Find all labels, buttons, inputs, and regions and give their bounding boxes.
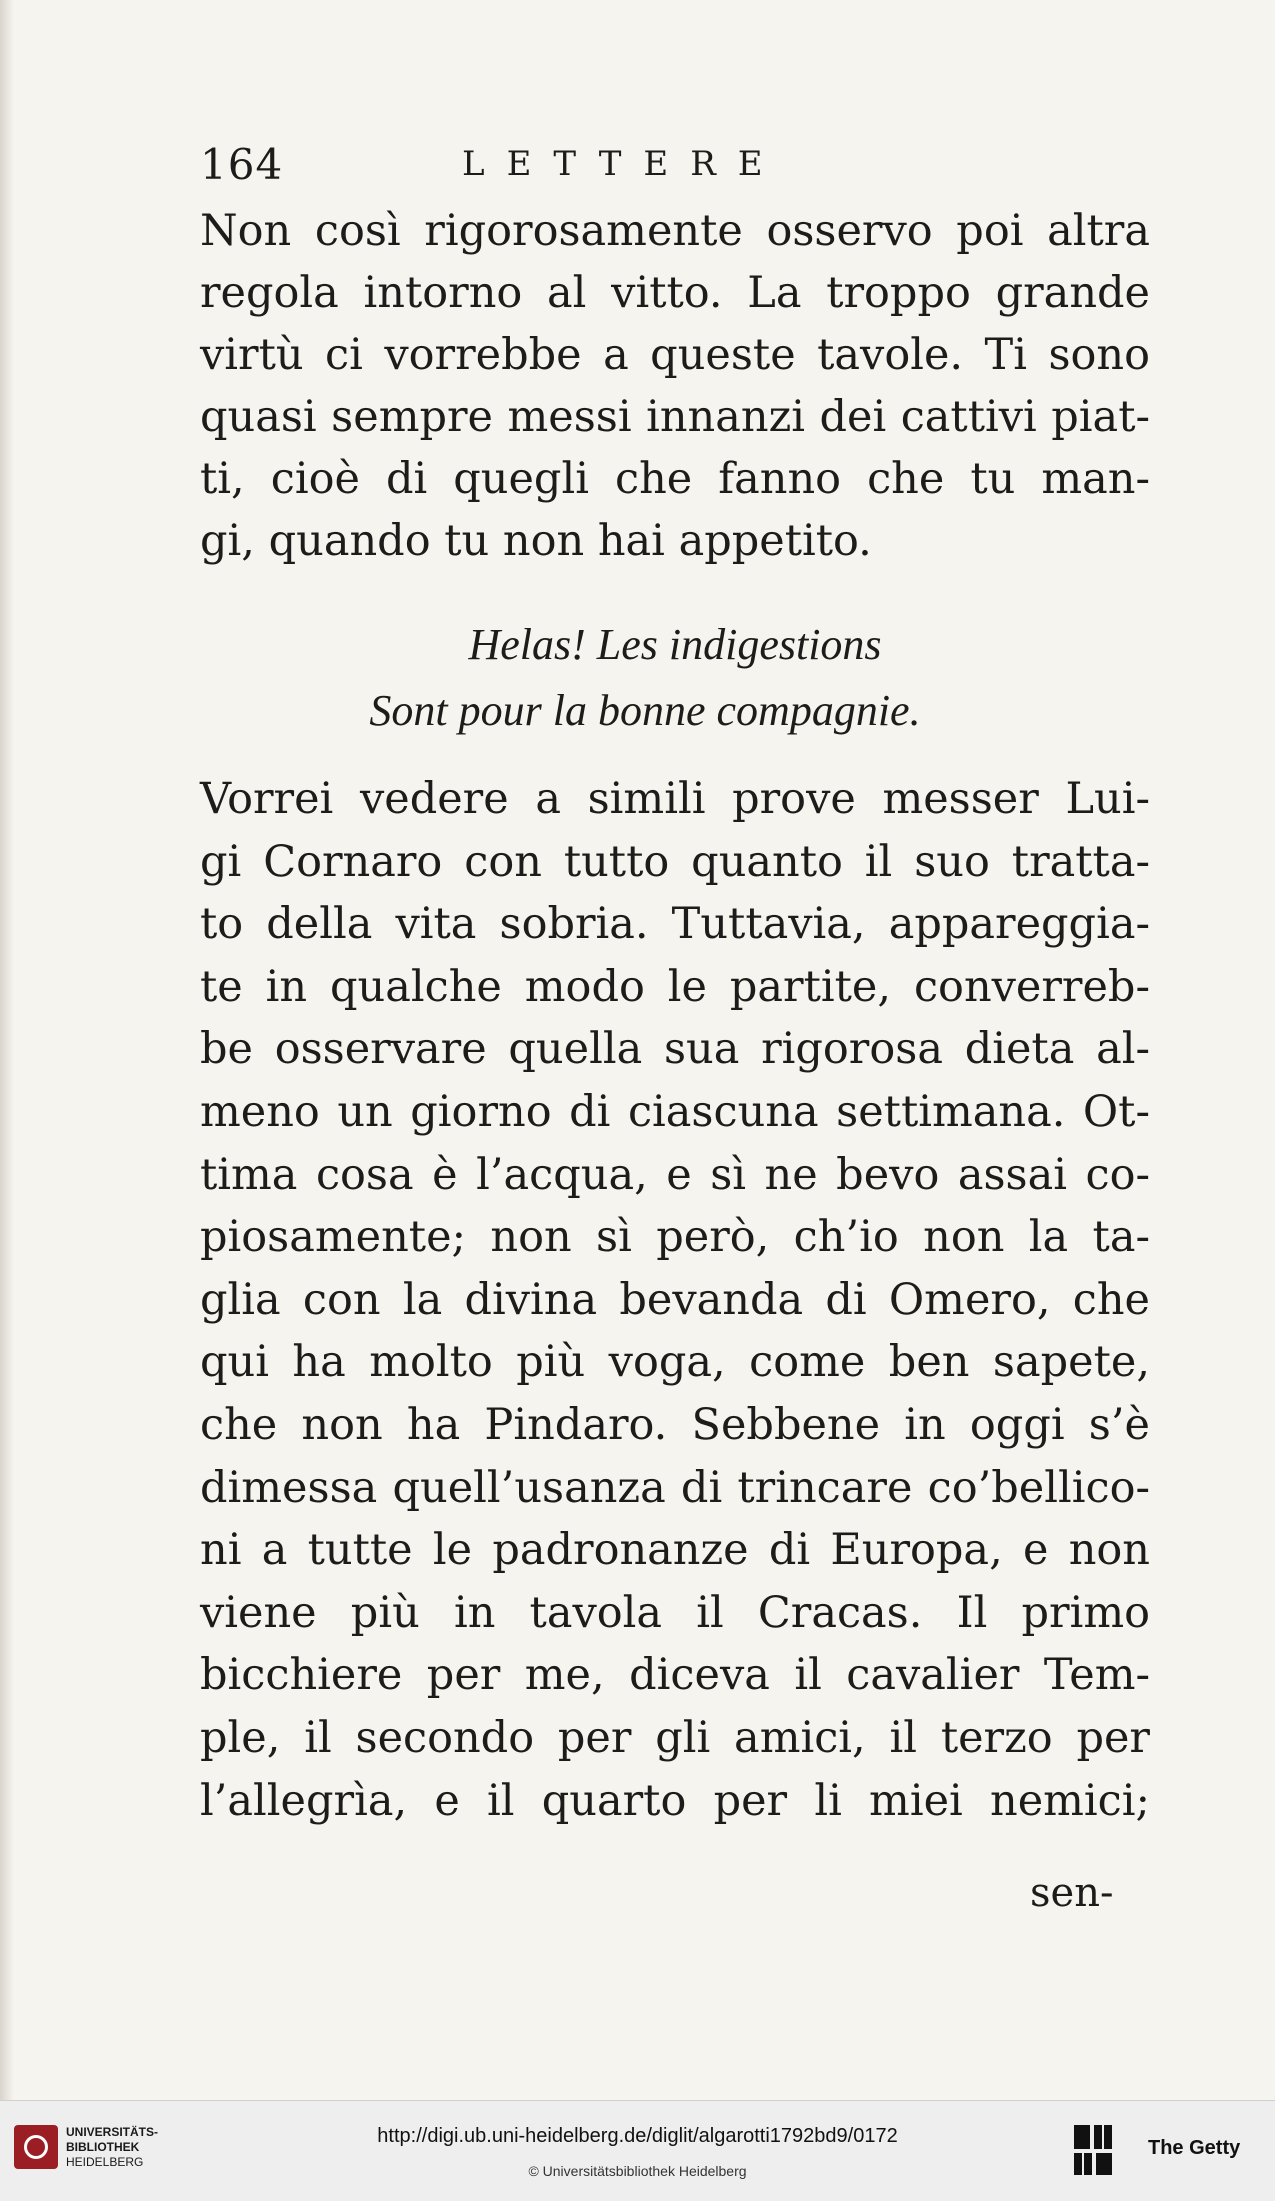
text-line: be osservare quella sua rigorosa dieta al- bbox=[200, 1024, 1150, 1075]
text-line: qui ha molto più voga, come ben sapete, bbox=[200, 1337, 1150, 1388]
text-line: gi Cornaro con tutto quanto il suo tratta- bbox=[200, 836, 1150, 887]
library-name-line: UNIVERSITÄTS- bbox=[66, 2125, 159, 2139]
permalink-url[interactable]: http://digi.ub.uni-heidelberg.de/diglit/algarotti1792bd9/0172 bbox=[377, 2125, 898, 2147]
text-line: bicchiere per me, diceva il cavalier Tem- bbox=[200, 1650, 1150, 1701]
text-line: to della vita sobria. Tuttavia, appareggia- bbox=[200, 899, 1150, 950]
copyright-notice: © Universitätsbibliothek Heidelberg bbox=[528, 2163, 747, 2179]
verse-line: Sont pour la bonne compagnie. bbox=[369, 686, 921, 735]
page-gutter-shadow bbox=[0, 0, 14, 2100]
text-block-1 bbox=[200, 200, 1150, 572]
library-name-line: BIBLIOTHEK bbox=[66, 2140, 140, 2154]
text-line: quasi sempre messi innanzi dei cattivi piat- bbox=[200, 392, 1150, 442]
text-line: ni a tutte le padronanze di Europa, e non bbox=[200, 1525, 1150, 1576]
text-line: regola intorno al vitto. La troppo grande bbox=[200, 268, 1150, 318]
running-title: LETTERE bbox=[462, 144, 785, 184]
text-line: che non ha Pindaro. Sebbene in oggi s’è bbox=[200, 1399, 1150, 1450]
text-line: piosamente; non sì però, ch’io non la ta- bbox=[200, 1212, 1150, 1263]
text-block-2 bbox=[200, 768, 1150, 1832]
text-line: te in qualche modo le partite, converreb- bbox=[200, 961, 1150, 1012]
catchword: sen- bbox=[1030, 1870, 1114, 1916]
library-name-line: HEIDELBERG bbox=[66, 2155, 144, 2169]
text-line: viene più in tavola il Cracas. Il primo bbox=[200, 1587, 1150, 1638]
text-line: l’allegrìa, e il quarto per li miei nemici; bbox=[200, 1775, 1150, 1826]
verse-line: Helas! Les indigestions bbox=[468, 620, 882, 669]
text-line: gi, quando tu non hai appetito. bbox=[200, 516, 872, 566]
running-head bbox=[200, 140, 1100, 200]
verse-quotation bbox=[200, 612, 1150, 744]
text-line: glia con la divina bevanda di Omero, che bbox=[200, 1274, 1150, 1325]
partner-name: The Getty bbox=[1148, 2137, 1241, 2159]
text-line: dimessa quell’usanza di trincare co’bellico- bbox=[200, 1462, 1150, 1513]
text-line: meno un giorno di ciascuna settimana. Ot- bbox=[200, 1086, 1150, 1137]
viewer-footer bbox=[0, 2100, 1275, 2201]
page-number: 164 bbox=[200, 140, 284, 189]
text-line: tima cosa è l’acqua, e sì ne bevo assai co- bbox=[200, 1149, 1150, 1200]
text-line: ple, il secondo per gli amici, il terzo per bbox=[200, 1712, 1150, 1763]
text-line: Vorrei vedere a simili prove messer Lui- bbox=[200, 774, 1150, 824]
text-line: Non così rigorosamente osservo poi altra bbox=[200, 206, 1150, 256]
text-line: virtù ci vorrebbe a queste tavole. Ti sono bbox=[200, 330, 1150, 380]
text-line: ti, cioè di quegli che fanno che tu man- bbox=[200, 454, 1150, 504]
getty-logo-icon[interactable] bbox=[1072, 2123, 1114, 2177]
